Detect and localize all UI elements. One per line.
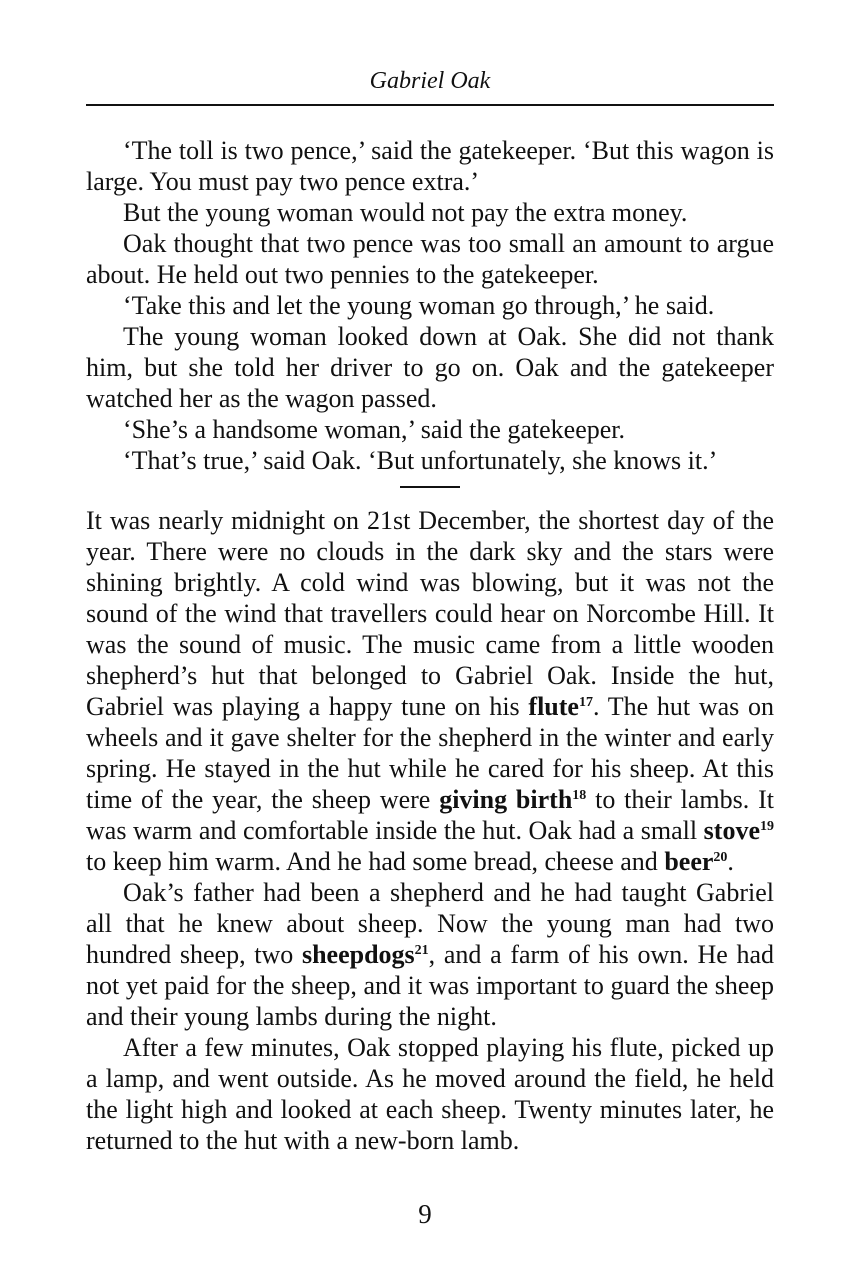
- paragraph: [86, 505, 774, 877]
- glossary-term: stove: [703, 816, 760, 845]
- section-break: [400, 486, 460, 488]
- footnote-ref: 20: [713, 850, 728, 865]
- glossary-term: giving birth: [439, 785, 573, 814]
- paragraph: ‘Take this and let the young woman go through,’ he said.: [123, 291, 715, 320]
- paragraph: [86, 877, 774, 1032]
- narrative-section: [86, 505, 774, 1156]
- running-header: Gabriel Oak: [369, 68, 491, 94]
- paragraph: ‘She’s a handsome woman,’ said the gatekeeper.: [123, 415, 626, 444]
- text-run: .: [727, 847, 734, 876]
- paragraph: ‘That’s true,’ said Oak. ‘But unfortunately, she knows it.’: [123, 446, 718, 475]
- footnote-ref: 21: [414, 943, 429, 958]
- paragraph: Oak thought that two pence was too small an amount to argue about. He held out two pennies to the gatekeeper.: [86, 229, 774, 289]
- text-run: It was nearly midnight on 21st December, the shortest day of the year. There were no clouds in the dark sky and the stars were shining brightly. A cold wind was blowing, but it was not the sound of the wind that travellers could hear on Norcombe Hill. It was the sound of music. The music came from a little wooden shepherd’s hut that belonged to Gabriel Oak. Inside the hut, Gabriel was playing a happy tune on his: [86, 506, 774, 721]
- paragraph: But the young woman would not pay the extra money.: [123, 198, 688, 227]
- glossary-term: flute: [528, 692, 579, 721]
- glossary-term: beer: [664, 847, 714, 876]
- paragraph: ‘The toll is two pence,’ said the gatekeeper. ‘But this wagon is large. You must pay two pence extra.’: [86, 136, 774, 196]
- glossary-term: sheepdogs: [301, 940, 415, 969]
- text-run: , and a farm of his own. He had not yet paid for the sheep, and it was important to guard the sheep and their young lambs during the night.: [86, 940, 774, 1031]
- footnote-ref: 18: [572, 788, 587, 803]
- text-run: . The hut was on wheels and it gave shelter for the shepherd in the winter and early spring. He stayed in the hut while he cared for his sheep. At this time of the year, the sheep were: [86, 692, 774, 814]
- text-run: Oak’s father had been a shepherd and he had taught Gabriel all that he knew about sheep. Now the young man had two hundred sheep, two: [86, 878, 774, 969]
- text-run: to keep him warm. And he had some bread, cheese and: [86, 847, 665, 876]
- paragraph: After a few minutes, Oak stopped playing his flute, picked up a lamp, and went outside. As he moved around the field, he held the light high and looked at each sheep. Twenty minutes later, he returned to the hut with a new-born lamb.: [86, 1033, 774, 1155]
- text-run: to their lambs. It was warm and comfortable inside the hut. Oak had a small: [86, 785, 774, 845]
- paragraph: The young woman looked down at Oak. She did not thank him, but she told her driver to go on. Oak and the gatekeeper watched her as the wagon passed.: [86, 322, 774, 413]
- footnote-ref: 19: [760, 819, 774, 834]
- footnote-ref: 17: [578, 695, 593, 710]
- header-rule: [86, 104, 774, 106]
- page-number: 9: [418, 1199, 432, 1229]
- dialogue-section: [86, 135, 774, 476]
